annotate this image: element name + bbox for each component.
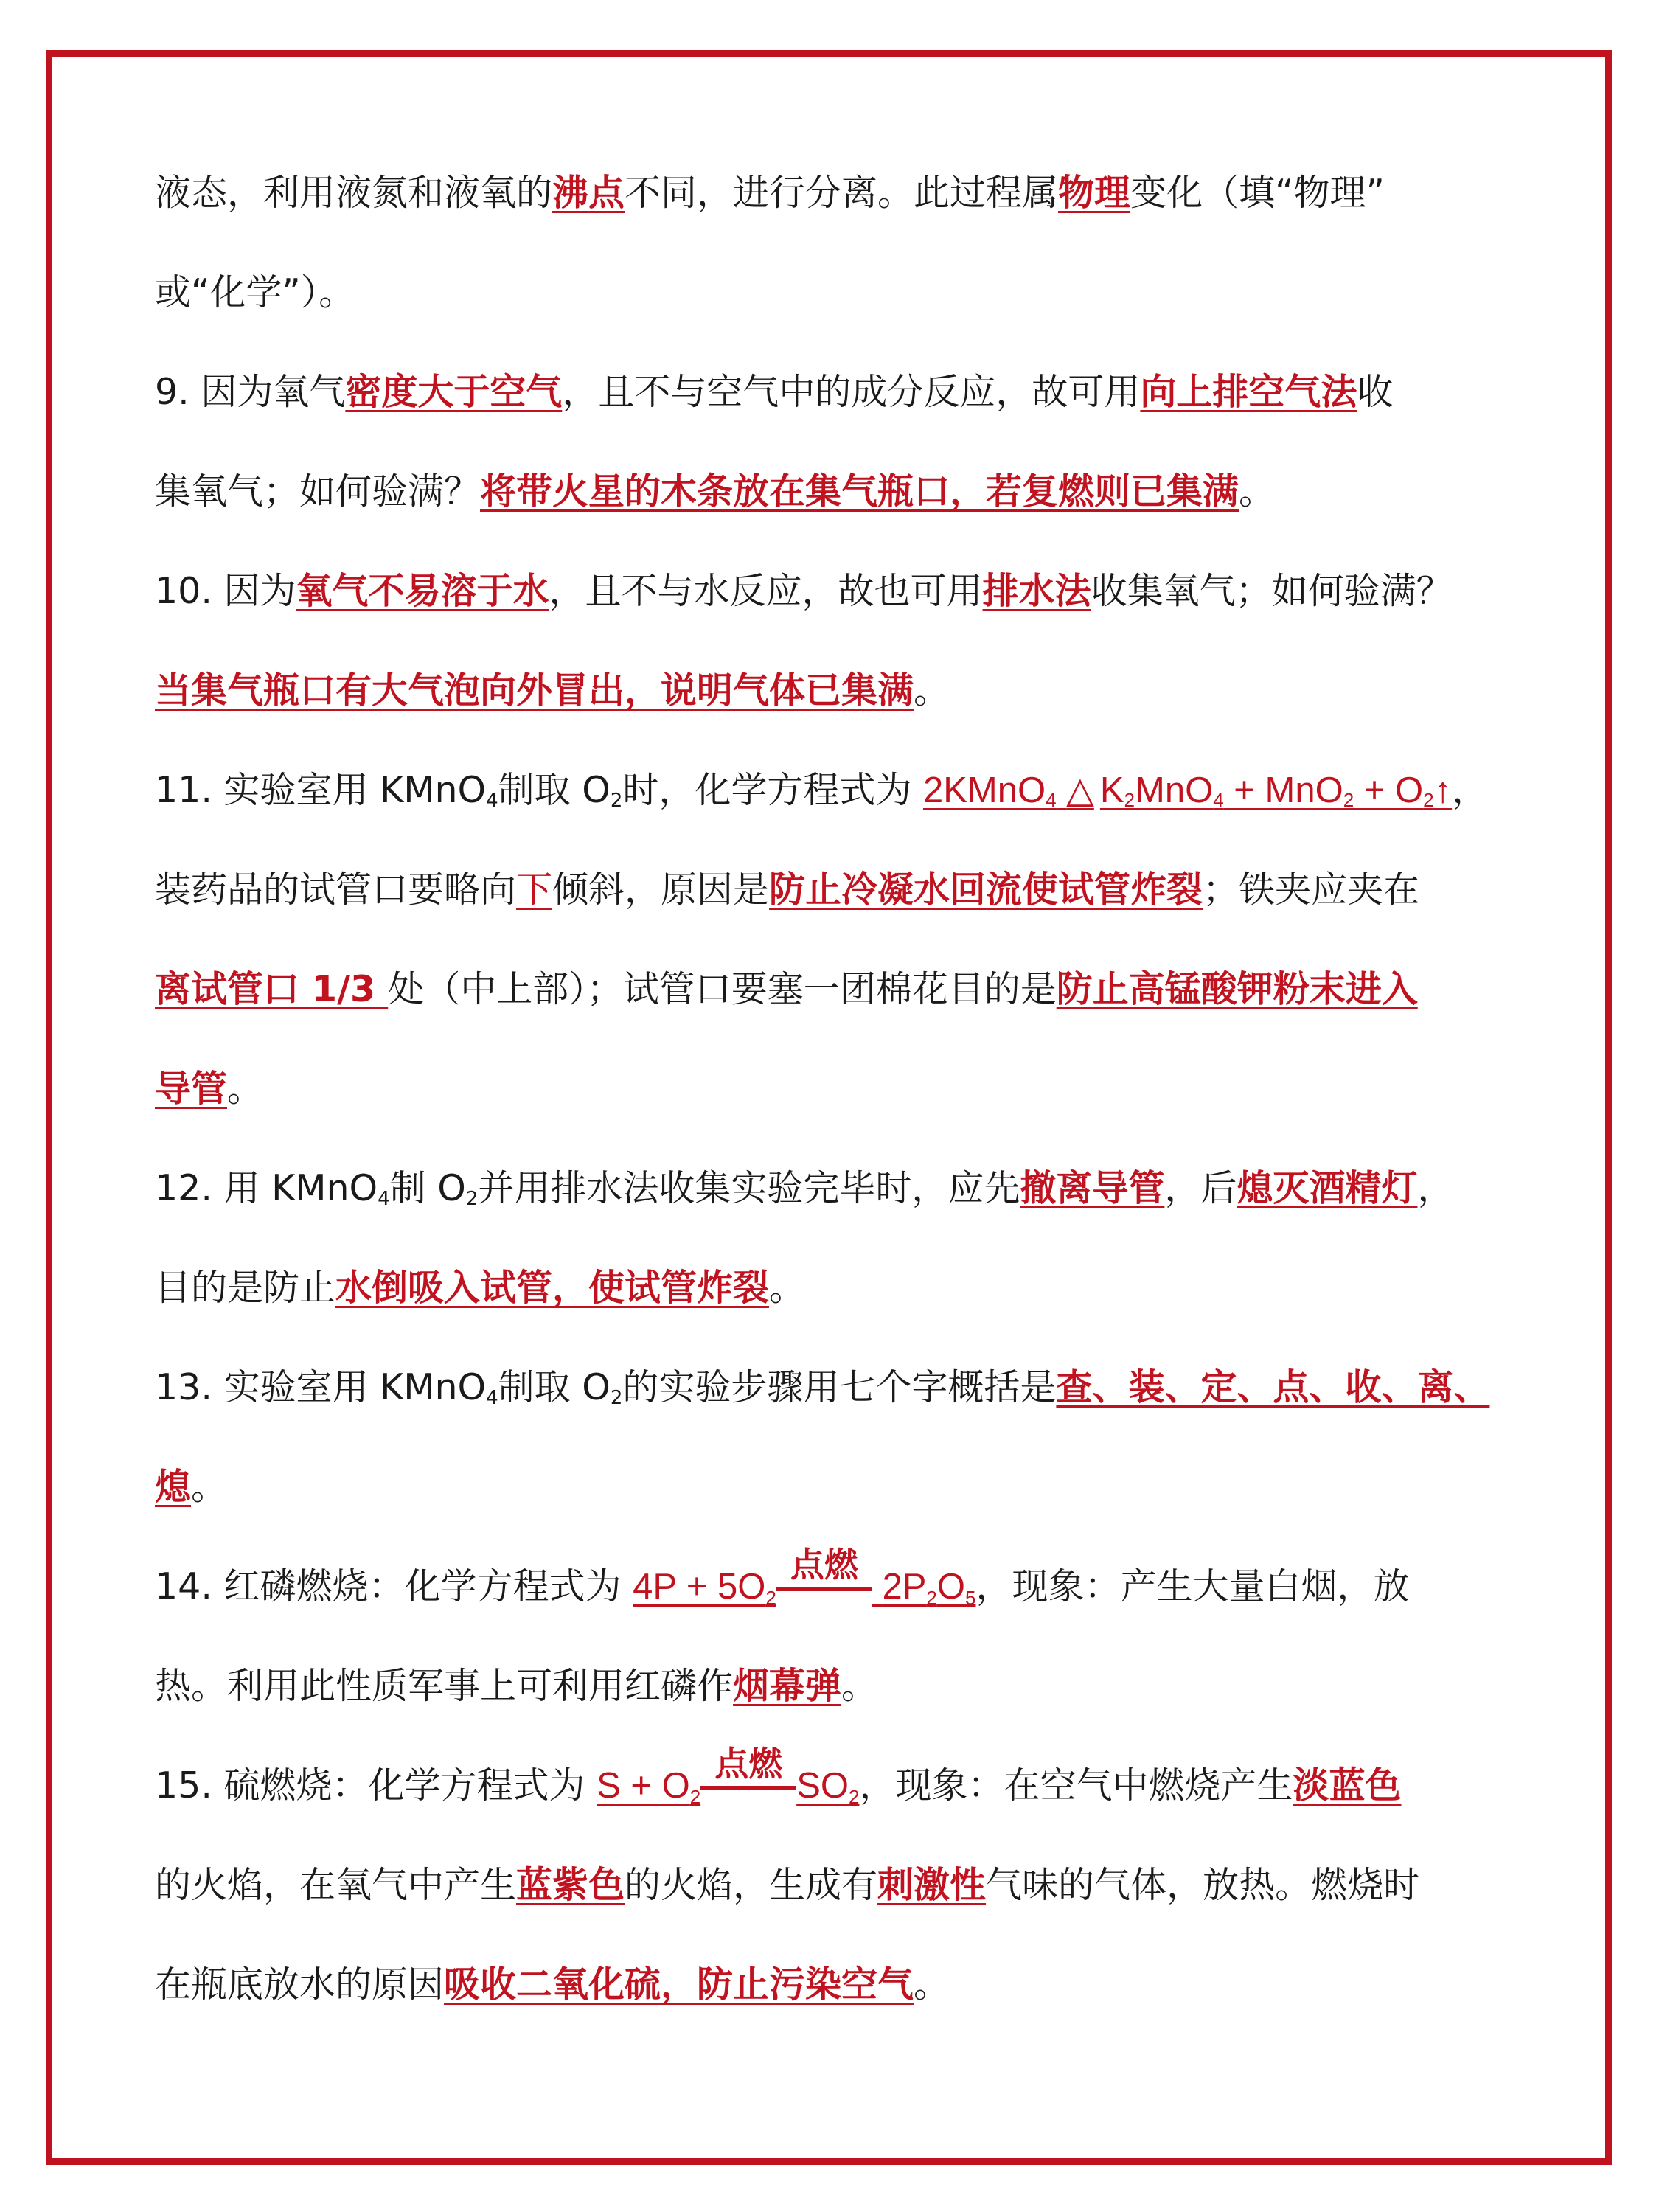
text: 11. 实验室用 KMnO: [155, 769, 487, 811]
text: 制 O: [389, 1167, 466, 1209]
text: 15. 硫燃烧：化学方程式为: [155, 1764, 597, 1806]
gas-arrow-icon: ↑: [1433, 771, 1453, 810]
answer-absorb-so2: 吸收二氧化硫，防止污染空气: [444, 1964, 914, 2006]
item-15-line-2: [155, 1857, 1419, 1908]
text: ，且不与空气中的成分反应，故可用: [562, 371, 1141, 413]
answer-physical: 物理: [1058, 172, 1131, 214]
text: ；铁夹应夹在: [1203, 869, 1420, 911]
item-13-line-2: [155, 1458, 227, 1510]
text: 13. 实验室用 KMnO: [155, 1366, 487, 1408]
text: 。: [914, 1964, 950, 2006]
text: 。: [914, 669, 950, 712]
text: ，: [1417, 1167, 1454, 1209]
answer-seven-steps: 查、装、定、点、收、离、: [1056, 1366, 1490, 1408]
answer-water-method: 排水法: [982, 570, 1091, 612]
text: 在瓶底放水的原因: [155, 1964, 445, 2006]
answer-smoke-bomb: 烟幕弹: [733, 1665, 842, 1707]
text: ，且不与水反应，故也可用: [549, 570, 983, 612]
item-15-line-3: [155, 1956, 950, 2008]
item-10-line-2: [155, 662, 950, 714]
text: 。: [841, 1665, 878, 1707]
text: 时，化学方程式为: [622, 769, 923, 811]
answer-bubbles: 当集气瓶口有大气泡向外冒出，说明气体已集满: [155, 669, 914, 712]
text: 变化（填“物理”: [1130, 172, 1385, 214]
text: 集氧气；如何验满？: [155, 470, 481, 512]
item-14-line-1: [155, 1545, 1410, 1610]
answer-tube: 导管: [155, 1068, 228, 1110]
item-11-line-2: [155, 861, 1419, 913]
text: 的实验步骤用七个字概括是: [622, 1366, 1057, 1408]
answer-extinguish: 熄: [155, 1466, 192, 1508]
item-9-line-2: [155, 463, 1275, 515]
item-12-line-2: [155, 1259, 805, 1311]
text: 。: [1239, 470, 1276, 512]
text: 收集氧气；如何验满？: [1091, 570, 1453, 612]
subscript: 2: [465, 1188, 479, 1210]
answer-light-blue: 淡蓝色: [1293, 1764, 1402, 1806]
text: 制取 O: [498, 1366, 611, 1408]
item-12-line-1: [155, 1160, 1453, 1211]
answer-backflow: 水倒吸入试管，使试管炸裂: [335, 1267, 770, 1309]
equation-sulfur: $S + O_2$ 点燃 $SO_2$: [597, 1744, 860, 1808]
answer-prevent-crack: 防止冷凝水回流使试管炸裂: [769, 869, 1203, 911]
item-13-line-1: [155, 1359, 1489, 1411]
text: 10. 因为: [155, 570, 296, 612]
text: 制取 O: [498, 769, 611, 811]
item-11-line-4: [155, 1060, 263, 1112]
text: 目的是防止: [155, 1267, 336, 1309]
heat-condition: △: [1066, 771, 1094, 810]
ignite-condition: 点燃: [776, 1566, 872, 1607]
answer-extinguish-lamp: 熄灭酒精灯: [1237, 1167, 1418, 1209]
item-10-line-1: [155, 563, 1453, 614]
answer-down: 下: [516, 869, 553, 911]
text: 并用排水法收集实验完毕时，应先: [478, 1167, 1020, 1209]
answer-one-third: 离试管口 1/3: [155, 968, 389, 1010]
text: 。: [191, 1466, 228, 1508]
answer-insoluble: 氧气不易溶于水: [296, 570, 549, 612]
subscript: 2: [610, 790, 623, 812]
item-11-line-3: [155, 961, 1418, 1012]
text: 或“化学”）。: [155, 271, 355, 313]
text: ，后: [1164, 1167, 1237, 1209]
answer-check-full: 将带火星的木条放在集气瓶口，若复燃则已集满: [480, 470, 1239, 512]
item-15-line-1: [155, 1744, 1402, 1809]
equation-kmno4: 2KMnO$_4$ △ $K_2MnO_4 + MnO_2$ + $O_2↑$: [922, 771, 1453, 811]
text: 热。利用此性质军事上可利用红磷作: [155, 1665, 734, 1707]
text: ，现象：产生大量白烟，放: [975, 1565, 1410, 1607]
text: 的火焰，生成有: [625, 1864, 878, 1906]
text: 。: [227, 1068, 264, 1110]
text: 不同，进行分离。此过程属: [625, 172, 1059, 214]
answer-boiling-point: 沸点: [552, 172, 625, 214]
text: 处（中上部）；试管口要塞一团棉花目的是: [388, 968, 1057, 1010]
answer-remove-tube: 撤离导管: [1020, 1167, 1165, 1209]
text: 收: [1357, 371, 1394, 413]
text-line-1: [155, 164, 1385, 216]
subscript: 4: [486, 790, 498, 812]
text: ，: [1452, 769, 1489, 811]
subscript: 2: [610, 1387, 623, 1409]
text: ，现象：在空气中燃烧产生: [859, 1764, 1293, 1806]
item-11-line-1: [155, 762, 1488, 813]
subscript: 4: [378, 1188, 390, 1210]
answer-blue-violet: 蓝紫色: [516, 1864, 625, 1906]
text: 气味的气体，放热。燃烧时: [986, 1864, 1420, 1906]
subscript: 4: [486, 1387, 498, 1409]
item-9-line-1: [155, 364, 1393, 415]
text: 倾斜，原因是: [552, 869, 770, 911]
answer-prevent-powder: 防止高锰酸钾粉末进入: [1056, 968, 1418, 1010]
text-line-2: [155, 264, 355, 316]
text: 液态，利用液氮和液氧的: [155, 172, 553, 214]
item-14-line-2: [155, 1658, 877, 1709]
answer-upward-air: 向上排空气法: [1140, 371, 1357, 413]
answer-pungent: 刺激性: [877, 1864, 987, 1906]
equation-phosphorus: $4P + 5O_2$ 点燃 $2P_2O_5$: [633, 1545, 976, 1609]
answer-density: 密度大于空气: [345, 371, 563, 413]
text: 9. 因为氧气: [155, 371, 346, 413]
text: 的火焰，在氧气中产生: [155, 1864, 517, 1906]
text: 装药品的试管口要略向: [155, 869, 517, 911]
ignite-condition: 点燃: [700, 1765, 796, 1806]
text: 。: [769, 1267, 806, 1309]
text: 14. 红磷燃烧：化学方程式为: [155, 1565, 633, 1607]
text: 12. 用 KMnO: [155, 1167, 378, 1209]
